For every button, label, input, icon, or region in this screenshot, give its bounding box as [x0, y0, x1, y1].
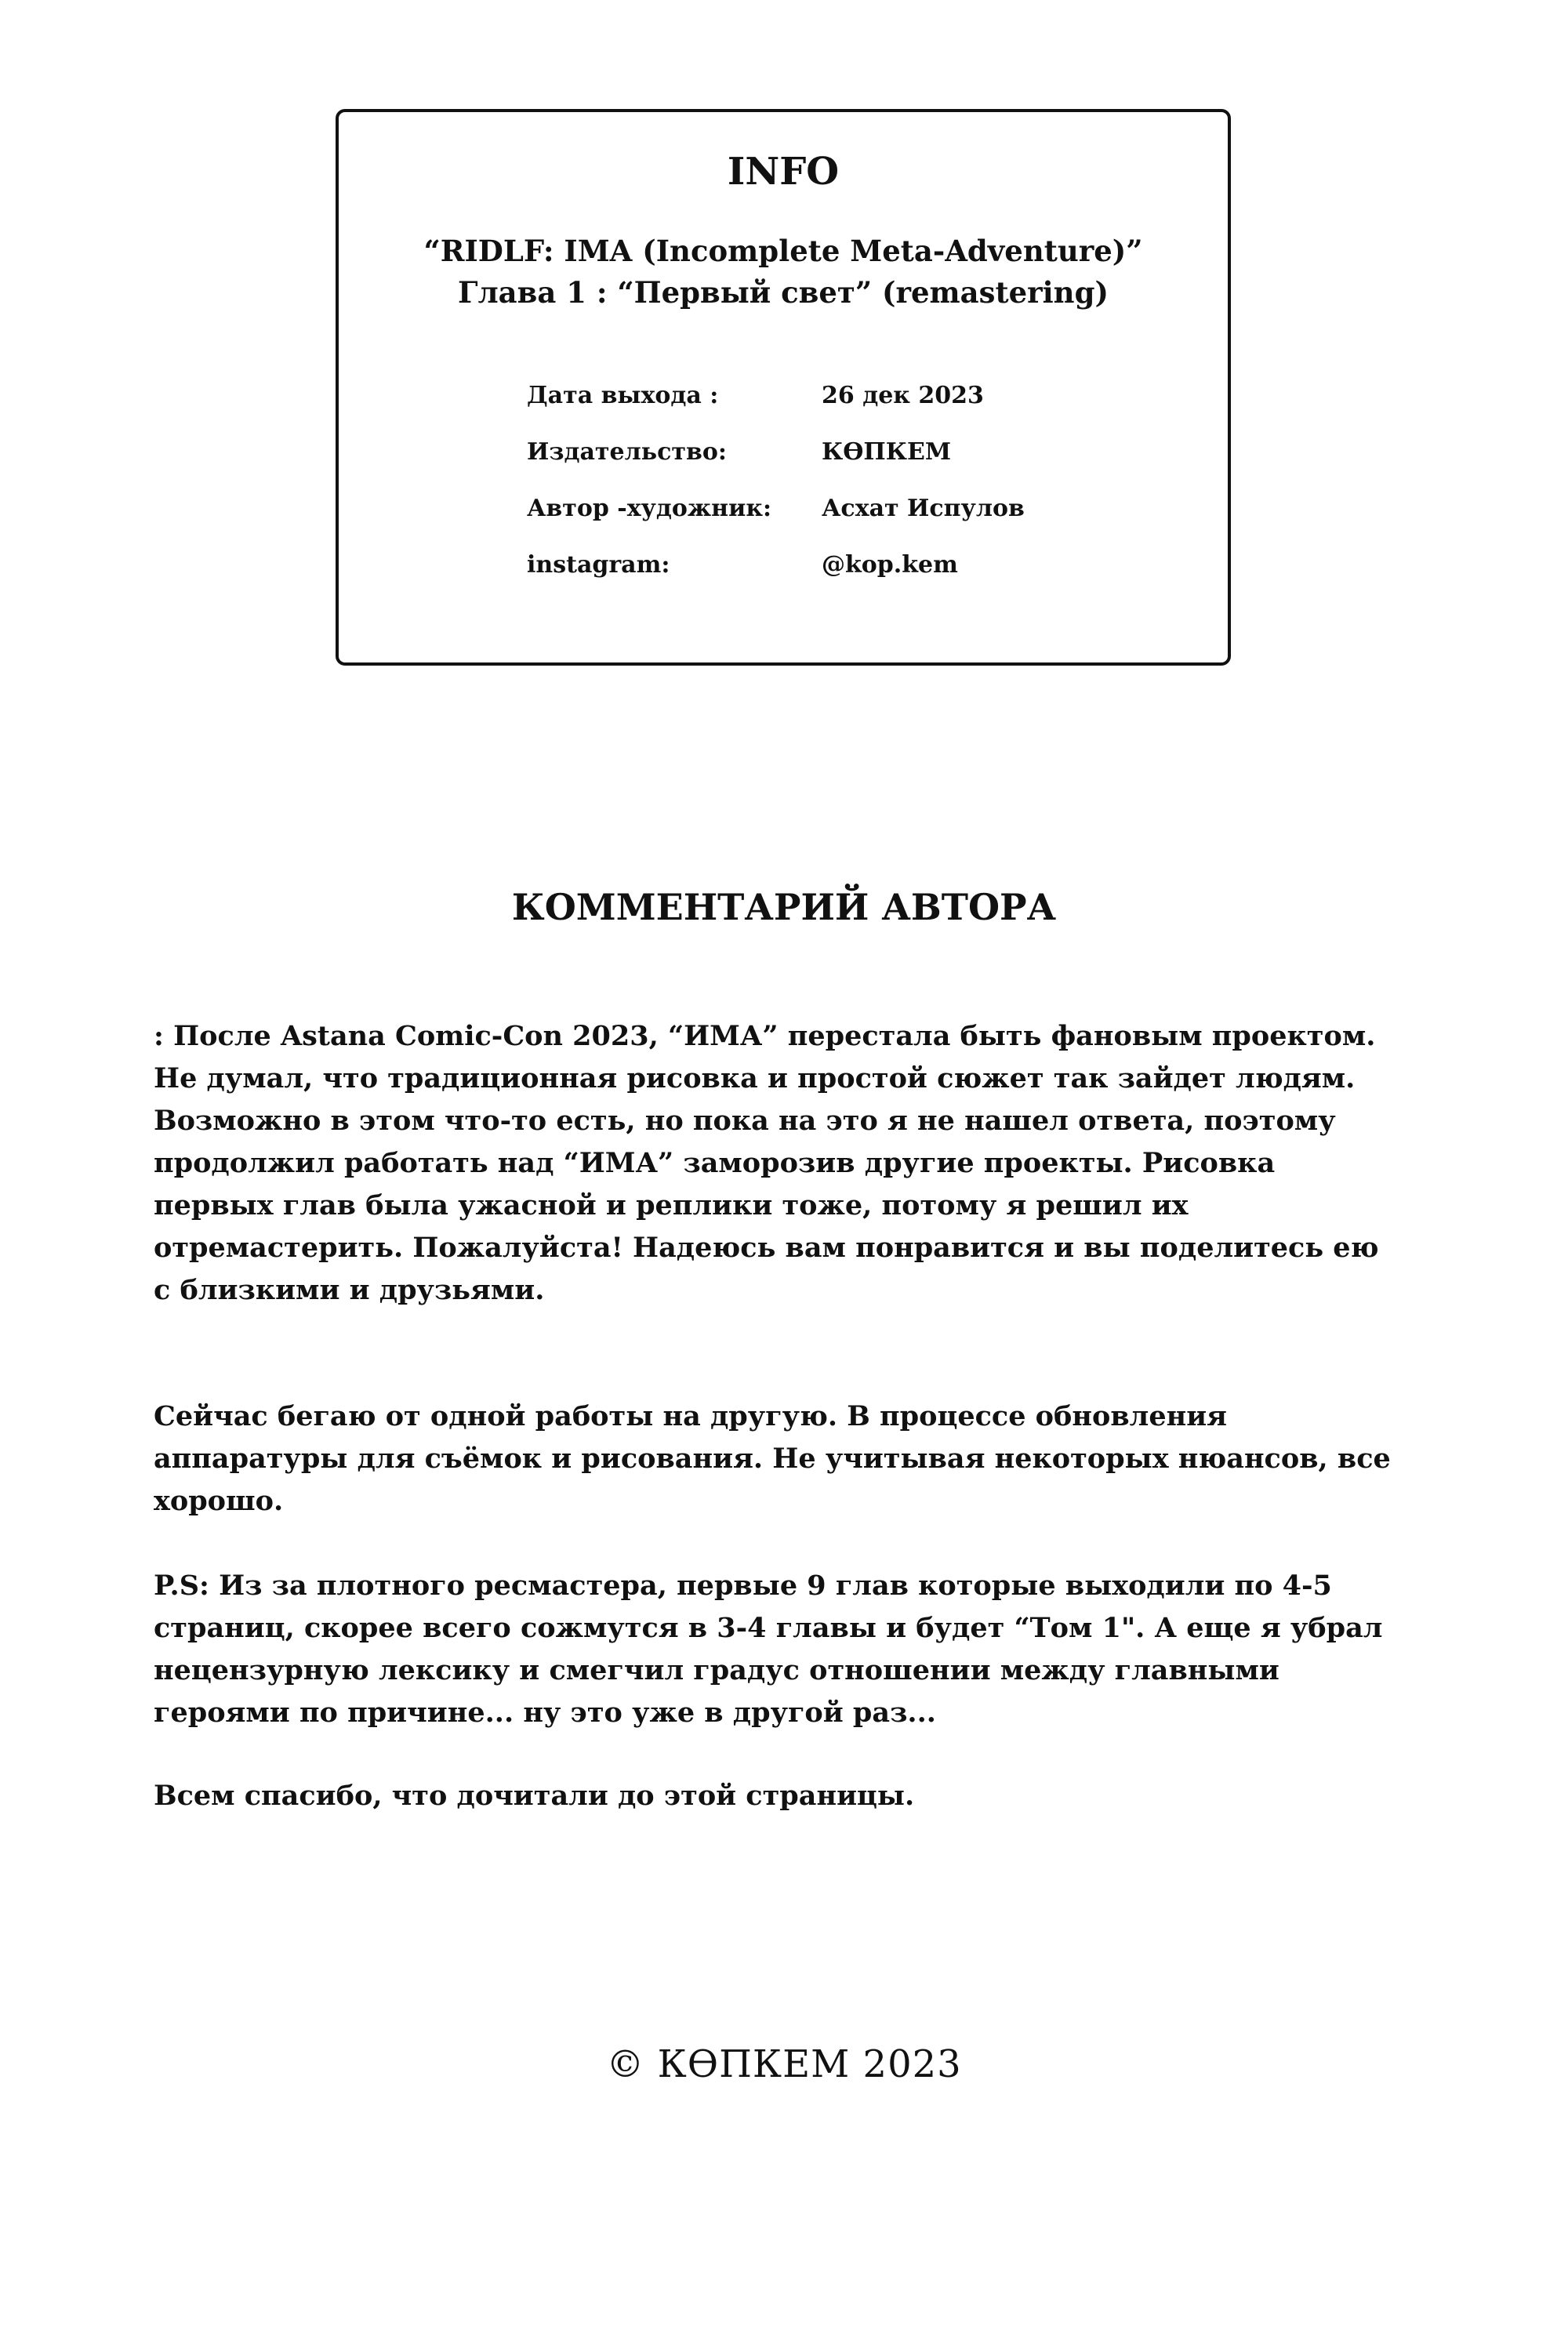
comment-paragraph: Всем спасибо, что дочитали до этой страницы. [154, 1780, 915, 1812]
release-date-value: 26 дек 2023 [822, 382, 984, 409]
publisher-value: КӨПКЕМ [822, 438, 952, 466]
author-label: Автор -художник: [527, 495, 772, 522]
comment-paragraph: P.S: Из за плотного ресмастера, первые 9 глав которые выходили по 4-5 страниц, скорее всего сожмутся в 3-4 главы и будет “Том 1". А еще я убрал нецензурную лексику и смегчил градус отношении между главными героями по причине... ну это уже в другой раз... [154, 1570, 1383, 1729]
copyright-footer: © КӨПКЕМ 2023 [606, 2042, 962, 2086]
author-value: Асхат Испулов [822, 495, 1025, 522]
info-heading: INFO [727, 150, 840, 194]
author-comment-heading: КОММЕНТАРИЙ АВТОРА [511, 886, 1057, 928]
info-box [336, 109, 1231, 666]
instagram-value: @kop.kem [822, 551, 958, 579]
release-date-label: Дата выхода : [527, 382, 719, 409]
comic-title: “RIDLF: IMA (Incomplete Meta-Adventure)” [423, 234, 1143, 268]
instagram-row [527, 551, 1170, 583]
chapter-title: Глава 1 : “Первый свет” (remastering) [458, 275, 1109, 310]
comment-paragraph: Сейчас бегаю от одной работы на другую. В процессе обновления аппаратуры для съёмок и рисования. Не учитывая некоторых нюансов, все хорошо. [154, 1400, 1391, 1517]
release-date-row [527, 382, 1170, 413]
publisher-row [527, 438, 1170, 470]
comment-paragraph: : После Astana Comic-Con 2023, “ИМА” перестала быть фановым проектом. Не думал, что традиционная рисовка и простой сюжет так зайдет людям. Возможно в этом что-то есть, но пока на это я не нашел ответа, поэтому продолжил работать над “ИМА” заморозив другие проекты. Рисовка первых глав была ужасной и реплики тоже, потому я решил их отремастерить. Пожалуйста! Надеюсь вам понравится и вы поделитесь ею с близкими и друзьями. [154, 1020, 1379, 1306]
author-row [527, 495, 1170, 526]
publisher-label: Издательство: [527, 438, 727, 466]
instagram-label: instagram: [527, 551, 670, 579]
